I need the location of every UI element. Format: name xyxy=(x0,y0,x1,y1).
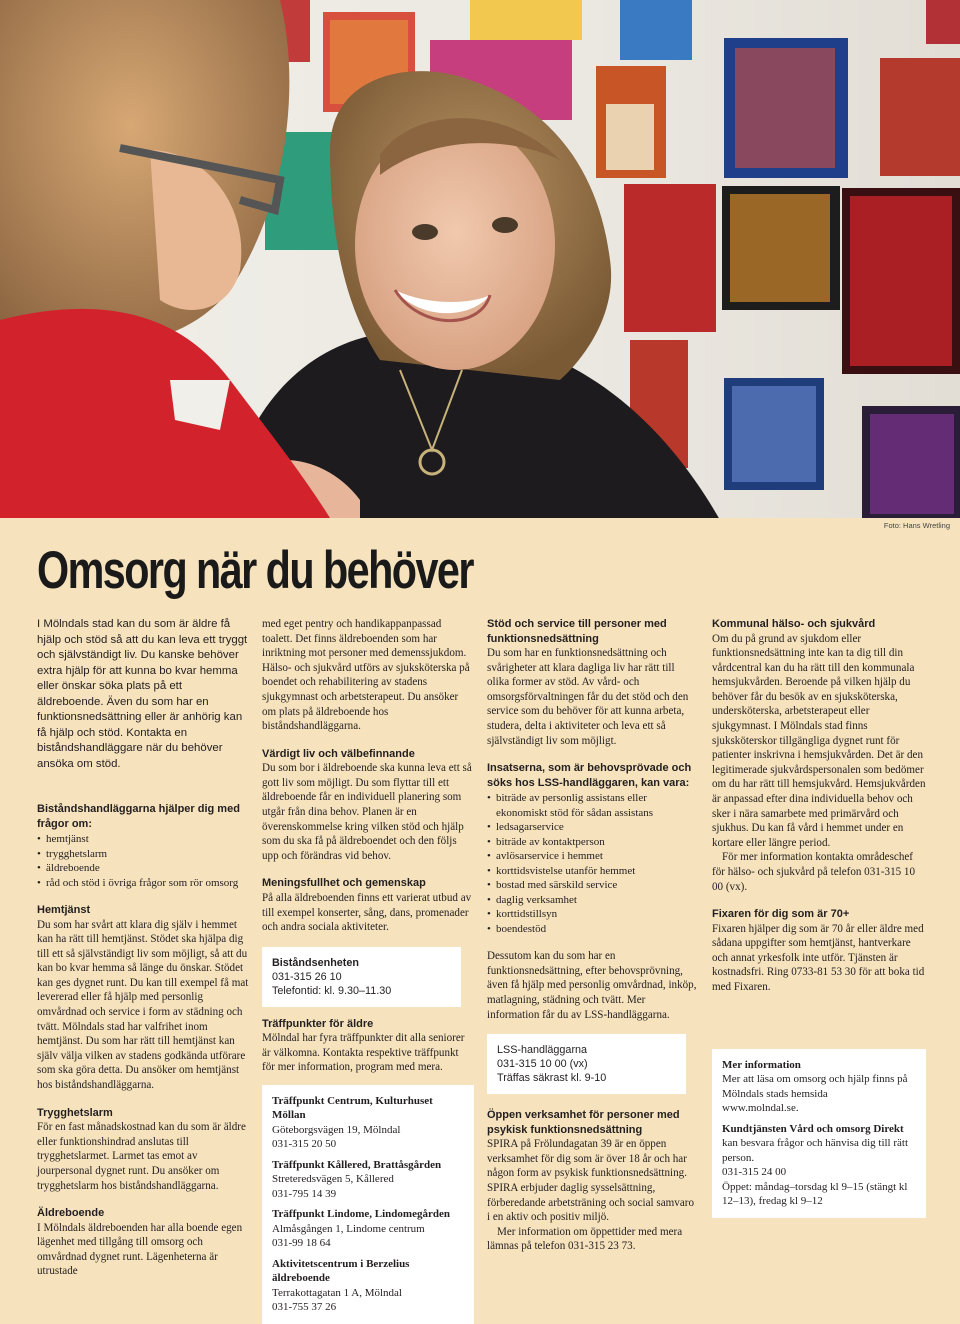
help-list xyxy=(37,832,250,890)
aldreboende-continued-text: med eget pentry och handikappanpassad toalett. Det finns äldreboenden som har inriktning mot personer med demenssjukdom. Hälso- och sjukvård utförs av sjuksköterska på boendet och rehabilitering av stadens sjukgymnast och arbetsterapeut. Du ansöker om plats på äldreboende hos biståndshandläggarna. xyxy=(262,618,470,733)
hero-photo-illustration xyxy=(0,0,960,518)
photo-credit: Foto: Hans Wretling xyxy=(883,521,950,530)
box-hours: Träffas säkrast kl. 9-10 xyxy=(497,1072,607,1085)
insats-item: • boendestöd xyxy=(487,922,699,937)
oppen-more: Mer information om öppettider med mera lämnas på telefon 031-315 23 73. xyxy=(487,1225,683,1253)
contact-hours: Öppet: måndag–torsdag kl 9–15 (stängt kl 12–13), fredag kl 9–12 xyxy=(722,1180,908,1208)
insats-item: • daglig verksamhet xyxy=(487,893,699,908)
dessutom-text: Dessutom kan du som har en funktionsnedsättning, efter behovsprövning, även få hjälp med personlig omvårdnad, inköp, matlagning, städning och tvätt. Mer information får du av LSS-handläggarna. xyxy=(487,950,697,1021)
vardigt-text: Du som bor i äldreboende ska kunna leva ett så gott liv som möjligt. Du som flyttar till ett äldreboende får en individuell planering som utgår från dina behov. Planen är en överenskommelse kring vilken stöd och hjälp som du ska få på äldreboendet och den följs upp och förändras vid behov. xyxy=(262,762,472,862)
bistandsenheten-box xyxy=(262,947,461,1007)
lss-box xyxy=(487,1034,686,1094)
hemtjanst-heading: Hemtjänst xyxy=(37,904,91,916)
stod-heading: Stöd och service till personer med funktionsnedsättning xyxy=(487,618,667,645)
help-item: • äldreboende xyxy=(37,861,250,876)
info-box-text: Mer att läsa om omsorg och hjälp finns på Mölndals stads hemsida xyxy=(722,1073,908,1100)
insats-item: • korttidsvistelse utanför hemmet xyxy=(487,864,699,879)
trygghetslarm-text: För en fast månadskostnad kan du som är äldre eller funktionshindrad anslutas till trygghetslarmet. Larmet tas emot av jourpersonal dygnet runt. Du ansöker om trygghetslarm hos biståndshandläggarna. xyxy=(37,1121,246,1192)
help-item: • råd och stöd i övriga frågor som rör omsorg xyxy=(37,876,250,891)
insats-item: • ledsagarservice xyxy=(487,820,699,835)
traffpunkt-address: Almåsgången 1, Lindome centrum xyxy=(272,1222,425,1235)
traffpunkt-address: Terrakottagatan 1 A, Mölndal xyxy=(272,1286,402,1299)
kommunal-text: Om du på grund av sjukdom eller funktionsnedsättning inte kan ta dig till din vårdcentral kan du ha rätt till den kommunala hemsjukvården. Beroende på vilken hjälp du behöver får du besök av en sjuksköterska, undersköterska, arbetsterapeut eller sjukgymnast. I Mölndals stad finns sjuksköterskor tillgängliga dygnet runt för patienter inskrivna i hemsjukvården. Det är den legitimerade sjukvårdspersonalen som bedömer om du har rätt till hemsjukvård. Hemsjukvården är anpassad efter dina individuella behov och sker i nära samarbete med primärvård och sjukhus. Du kan få vård i hemmet under en kortare eller längre period. xyxy=(712,632,926,849)
box-phone: 031-315 26 10 xyxy=(272,970,342,983)
page-title: Omsorg när du behöver xyxy=(37,541,473,600)
traffpunkt-phone: 031-315 20 50 xyxy=(272,1138,337,1151)
menings-heading: Meningsfullhet och gemenskap xyxy=(262,877,426,890)
aldreboende-text: I Mölndals äldreboenden har alla boende egen lägenhet med tillgång till omsorg och omvårdnad dygnet runt. Lägenheterna är utrustade xyxy=(37,1221,243,1278)
traff-text: Mölndal har fyra träffpunkter dit alla seniorer är välkomna. Kontakta respektive träffpunkt för mer information, program med mera. xyxy=(262,1032,465,1074)
box-title: Biståndsenheten xyxy=(272,956,359,969)
traffpunkt-address: Göteborgsvägen 19, Mölndal xyxy=(272,1123,401,1136)
kommunal-heading: Kommunal hälso- och sjukvård xyxy=(712,618,876,630)
traffpunkt-name: Träffpunkt Kållered, Brattåsgården xyxy=(272,1158,442,1171)
insats-list xyxy=(487,791,699,936)
vardigt-heading: Värdigt liv och välbefinnande xyxy=(262,747,415,760)
menings-text: På alla äldreboenden finns ett varierat utbud av till exempel konserter, sång, dans, promenader och andra sociala aktiviteter. xyxy=(262,891,472,934)
traffpunkt-phone: 031-755 37 26 xyxy=(272,1301,337,1314)
traffpunkt-name: Träffpunkt Centrum, Kulturhuset Möllan xyxy=(272,1094,433,1122)
traff-heading: Träffpunkter för äldre xyxy=(262,1017,374,1030)
box-hours: Telefontid: kl. 9.30–11.30 xyxy=(272,984,392,997)
insats-item: • biträde av kontaktperson xyxy=(487,835,699,850)
insats-item: • biträde av personlig assistans eller ekonomiskt stöd för sådan assistans xyxy=(487,791,699,820)
traffpunkt-name: Aktivitetscentrum i Berzelius äldreboende xyxy=(272,1257,410,1285)
column-1 xyxy=(37,617,250,1279)
insats-item: • bostad med särskild service xyxy=(487,878,699,893)
insats-item: • korttidstillsyn xyxy=(487,907,699,922)
fixaren-text: Fixaren hjälper dig som är 70 år eller äldre med sådana uppgifter som hemtjänst, hantverkare och annat yrkesfolk inte utför. Tjänsten är kostnadsfri. Ring 0733-81 53 30 för att boka tid med Fixaren. xyxy=(712,922,925,994)
info-box-title: Mer information xyxy=(722,1058,801,1071)
traffpunkt-phone: 031-795 14 39 xyxy=(272,1187,337,1200)
traffpunkt-phone: 031-99 18 64 xyxy=(272,1237,331,1250)
traffpunkt-name: Träffpunkt Lindome, Lindomegården xyxy=(272,1208,450,1221)
column-4 xyxy=(712,617,926,1218)
column-2 xyxy=(262,617,474,1324)
insats-item: • avlösarservice i hemmet xyxy=(487,849,699,864)
fixaren-heading: Fixaren för dig som är 70+ xyxy=(712,908,850,921)
column-3 xyxy=(487,617,699,1254)
traffpunkter-box xyxy=(262,1085,474,1324)
oppen-heading: Öppen verksamhet för personer med psykisk funktionsnedsättning xyxy=(487,1109,680,1136)
help-item: • hemtjänst xyxy=(37,832,250,847)
help-item: • trygghetslarm xyxy=(37,847,250,862)
aldreboende-heading: Äldreboende xyxy=(37,1207,105,1220)
help-heading: Biståndshandläggarna hjälper dig med frågor om: xyxy=(37,803,240,830)
stod-text: Du som har en funktionsnedsättning och svårigheter att klara dagliga liv har rätt till olika former av stöd. Av vård- och omsorgsförvaltningen får du det stöd och den service som du behöver för att kunna arbeta, studera, delta i aktiviteter och leva ett så självständigt liv som möjligt. xyxy=(487,647,689,747)
kommunal-more: För mer information kontakta områdeschef för hälso- och sjukvård på telefon 031-315 10 00 (vx). xyxy=(712,851,916,893)
box-title: LSS-handläggarna xyxy=(497,1044,588,1057)
contact-text: kan besvara frågor och hänvisa dig till rätt person. xyxy=(722,1137,909,1164)
contact-title: Kundtjänsten Vård och omsorg Direkt xyxy=(722,1122,904,1135)
hero-photo xyxy=(0,0,960,518)
box-phone: 031-315 10 00 (vx) xyxy=(497,1058,588,1071)
traffpunkt-address: Streteredsvägen 5, Kållered xyxy=(272,1173,394,1186)
hemtjanst-text: Du som har svårt att klara dig själv i hemmet kan ha rätt till hemtjänst. Stödet ska hjälpa dig till ett så självständigt liv som möjligt, så att du kan bo kvar hemma så länge du önskar. Stödet kan ges dygnet runt. Du kan till exempel få mat levererad eller få hjälp med personlig omvårdnad och service i form av städning och tvätt. Mölndals stad har valfrihet inom hemtjänst. Du som har rätt till hemtjänst kan själv välja vilken av stadens godkända utförare som ska göra detta. Du ansöker om hemtjänst hos biståndshandläggarna. xyxy=(37,918,249,1092)
insats-heading: Insatserna, som är behovsprövade och söks hos LSS-handläggaren, kan vara: xyxy=(487,762,692,789)
info-box xyxy=(712,1049,926,1218)
oppen-text: SPIRA på Frölundagatan 39 är en öppen verksamhet för dig som är över 18 år och har någon form av psykisk funktionsnedsättning. SPIRA erbjuder daglig sysselsättning, förberedande arbetsträning och social samvaro i en aktiv och positiv miljö. xyxy=(487,1138,694,1224)
lead-paragraph: I Mölndals stad kan du som är äldre få hjälp och stöd så att du kan leva ett tryggt och självständigt liv. Du kanske behöver extra hjälp för att kunna bo kvar hemma eller önskar söka plats på ett äldreboende. Även du som har en funktionsnedsättning eller är anhörig kan få hjälp och stöd. Kontakta en biståndshandläggare när du behöver ansöka om stöd. xyxy=(37,618,248,770)
trygghetslarm-heading: Trygghetslarm xyxy=(37,1106,113,1119)
contact-phone: 031-315 24 00 xyxy=(722,1166,787,1179)
website-link[interactable]: www.molndal.se. xyxy=(722,1102,799,1115)
